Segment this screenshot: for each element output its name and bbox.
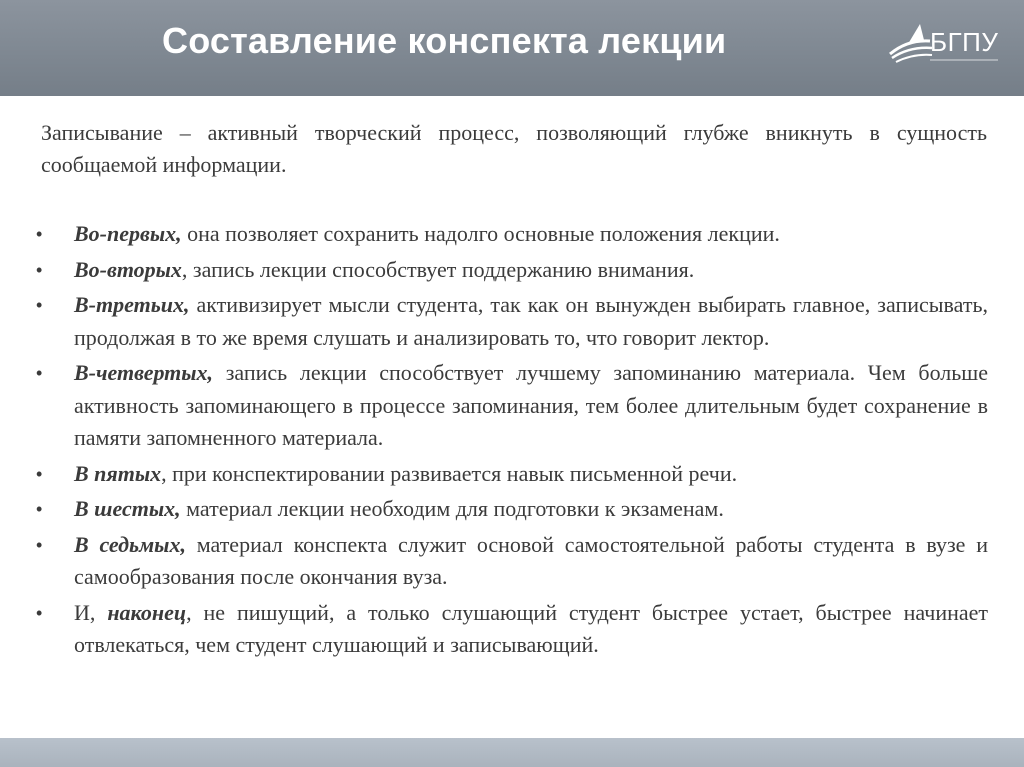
university-logo	[886, 14, 1006, 68]
bullet-text: активизирует мысли студента, так как он вынужден выбирать главное, записывать, продолжая в то же время слушать и анализировать то, что говорит лектор.	[74, 292, 988, 350]
bullet-dot: •	[36, 259, 43, 280]
bullet-lead: наконец	[107, 599, 187, 625]
logo-text: БГПУ	[930, 27, 999, 57]
bullet-dot: •	[36, 224, 43, 244]
bullet-lead: В седьмых,	[74, 531, 186, 557]
bullet-dot: •	[36, 602, 43, 623]
bullet-item-1	[0, 218, 988, 251]
intro-paragraph: Записывание – активный творческий процесс, позволяющий глубже вникнуть в сущность сообщаемой информации.	[41, 120, 987, 177]
bullet-dot: •	[36, 534, 43, 555]
bullet-dot: •	[36, 499, 43, 519]
bullet-item-6	[0, 493, 988, 526]
bullet-text: , не пишущий, а только слушающий студент быстрее устает, быстрее начинает отвлекаться, чем студент слушающий и записывающий.	[74, 599, 989, 657]
bullet-prefix: И,	[74, 599, 108, 625]
bullet-lead: В шестых,	[74, 496, 181, 521]
bullet-item-2	[0, 254, 988, 287]
bullet-dot: •	[36, 295, 43, 315]
bullet-text: материал лекции необходим для подготовки к экзаменам.	[180, 496, 724, 521]
bullet-lead: В-четвертых,	[74, 360, 214, 385]
bullet-dot: •	[36, 463, 43, 484]
slide-footer-bar	[0, 738, 1024, 767]
bullet-list	[0, 218, 1024, 665]
slide-title: Составление конспекта лекции	[162, 20, 727, 61]
bullet-lead: В-третьих,	[74, 292, 190, 317]
bullet-text: запись лекции способствует лучшему запоминанию материала. Чем больше активность запоминающего в процессе запоминания, тем более длительным будет сохранение в памяти запомненного материала.	[74, 360, 988, 450]
bullet-text: , запись лекции способствует поддержанию внимания.	[181, 256, 695, 282]
bullet-item-8	[0, 597, 988, 662]
bullet-lead: В пятых	[74, 460, 162, 486]
bullet-text: она позволяет сохранить надолго основные положения лекции.	[181, 221, 780, 246]
bullet-lead: Во-вторых	[74, 256, 182, 282]
bullet-item-5	[0, 458, 988, 491]
bullet-item-4	[0, 357, 988, 455]
bullet-text: материал конспекта служит основой самостоятельной работы студента в вузе и самообразования после окончания вуза.	[74, 531, 989, 589]
bullet-text: , при конспектировании развивается навык письменной речи.	[161, 460, 738, 486]
bullet-item-7	[0, 529, 988, 594]
bullet-lead: Во-первых,	[74, 221, 182, 246]
slide-header	[0, 0, 1024, 96]
bullet-item-3	[0, 289, 988, 354]
bullet-dot: •	[36, 363, 43, 383]
